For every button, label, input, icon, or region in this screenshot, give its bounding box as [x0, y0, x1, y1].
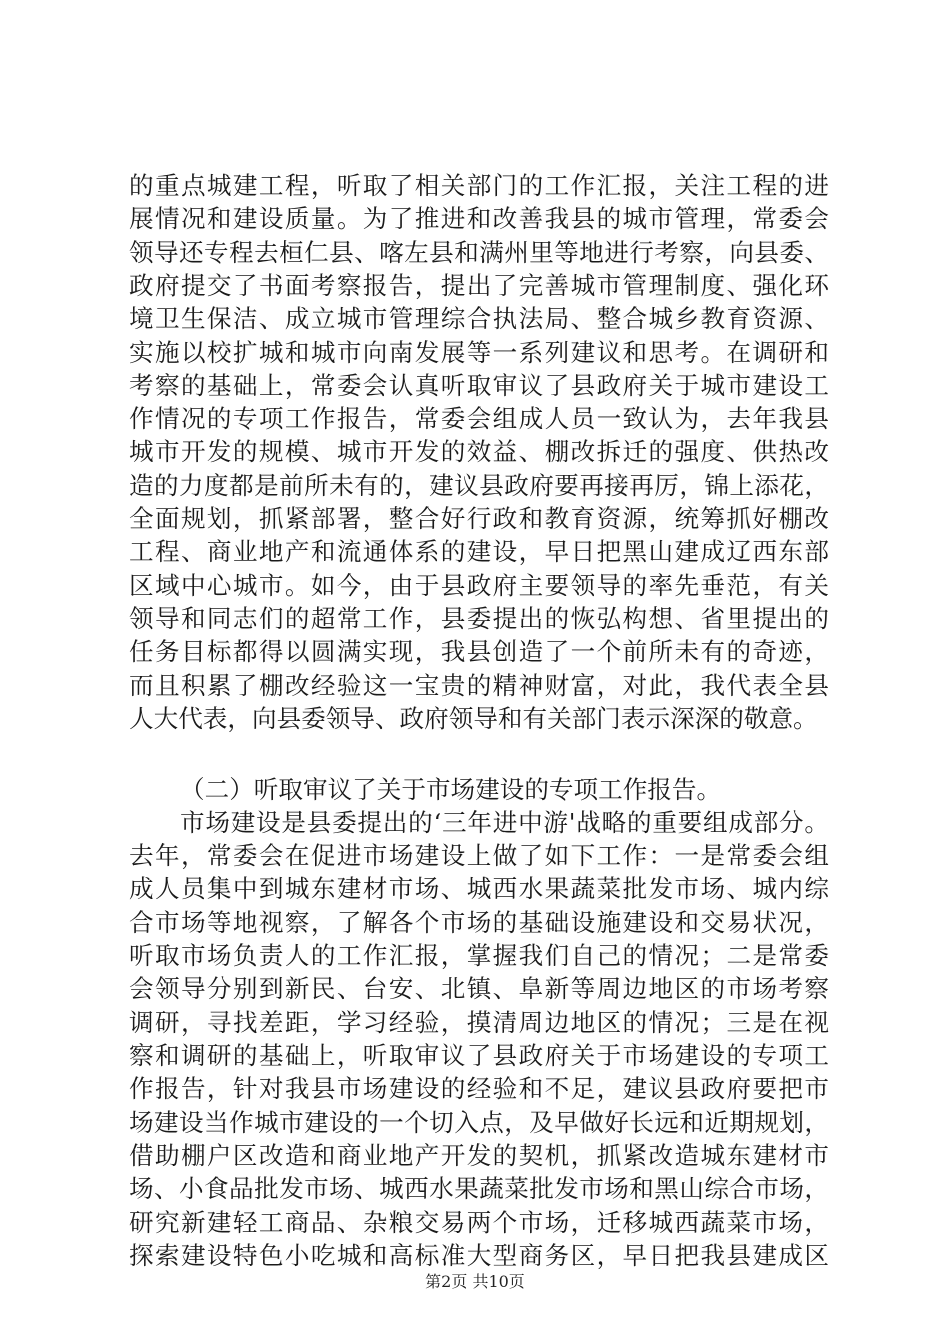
text-line: 考察的基础上，常委会认真听取审议了县政府关于城市建设工 [129, 371, 829, 400]
text-line: 造的力度都是前所未有的，建议县政府要再接再厉，锦上添花， [129, 471, 829, 500]
text-line: 境卫生保洁、成立城市管理综合执法局、整合城乡教育资源、 [129, 304, 829, 333]
text-line: 任务目标都得以圆满实现，我县创造了一个前所未有的奇迹， [129, 637, 829, 666]
text-line: 工程、商业地产和流通体系的建设，早日把黑山建成辽西东部 [129, 537, 829, 566]
text-line: 区域中心城市。如今，由于县政府主要领导的率先垂范，有关 [129, 571, 829, 600]
text-line: 领导和同志们的超常工作，县委提出的恢弘构想、省里提出的 [129, 604, 829, 633]
text-line: 的重点城建工程，听取了相关部门的工作汇报，关注工程的进 [129, 171, 829, 200]
text-line: 去年，常委会在促进市场建设上做了如下工作：一是常委会组 [129, 841, 829, 870]
text-line: 城市开发的规模、城市开发的效益、棚改拆迁的强度、供热改 [129, 437, 829, 466]
text-line: 合市场等地视察，了解各个市场的基础设施建设和交易状况， [129, 908, 829, 937]
section-heading: （二）听取审议了关于市场建设的专项工作报告。 [180, 775, 722, 804]
text-line: 市场建设是县委提出的‘三年进中游'战略的重要组成部分。 [180, 808, 829, 837]
text-line: 实施以校扩城和城市向南发展等一系列建议和思考。在调研和 [129, 338, 829, 367]
text-line: 人大代表，向县委领导、政府领导和有关部门表示深深的敬意。 [129, 704, 818, 733]
text-line: 场、小食品批发市场、城西水果蔬菜批发市场和黑山综合市场， [129, 1174, 829, 1203]
text-line: 政府提交了书面考察报告，提出了完善城市管理制度、强化环 [129, 271, 829, 300]
text-line: 调研，寻找差距，学习经验，摸清周边地区的情况；三是在视 [129, 1008, 829, 1037]
text-line: 展情况和建设质量。为了推进和改善我县的城市管理，常委会 [129, 204, 829, 233]
text-line: 研究新建轻工商品、杂粮交易两个市场，迁移城西蔬菜市场， [129, 1208, 829, 1237]
text-line: 会领导分别到新民、台安、北镇、阜新等周边地区的市场考察 [129, 974, 829, 1003]
text-line: 探索建设特色小吃城和高标准大型商务区，早日把我县建成区 [129, 1241, 829, 1270]
text-line: 作报告，针对我县市场建设的经验和不足，建议县政府要把市 [129, 1074, 829, 1103]
text-line: 全面规划，抓紧部署，整合好行政和教育资源，统筹抓好棚改 [129, 504, 829, 533]
text-line: 察和调研的基础上，听取审议了县政府关于市场建设的专项工 [129, 1041, 829, 1070]
text-line: 而且积累了棚改经验这一宝贵的精神财富，对此，我代表全县 [129, 671, 829, 700]
text-line: 听取市场负责人的工作汇报，掌握我们自己的情况；二是常委 [129, 941, 829, 970]
text-line: 作情况的专项工作报告，常委会组成人员一致认为，去年我县 [129, 404, 829, 433]
text-line: 成人员集中到城东建材市场、城西水果蔬菜批发市场、城内综 [129, 874, 829, 903]
page-number-footer: 第2页 共10页 [425, 1272, 525, 1291]
text-line: 场建设当作城市建设的一个切入点，及早做好长远和近期规划， [129, 1108, 829, 1137]
text-line: 领导还专程去桓仁县、喀左县和满州里等地进行考察，向县委、 [129, 238, 829, 267]
text-line: 借助棚户区改造和商业地产开发的契机，抓紧改造城东建材市 [129, 1141, 829, 1170]
